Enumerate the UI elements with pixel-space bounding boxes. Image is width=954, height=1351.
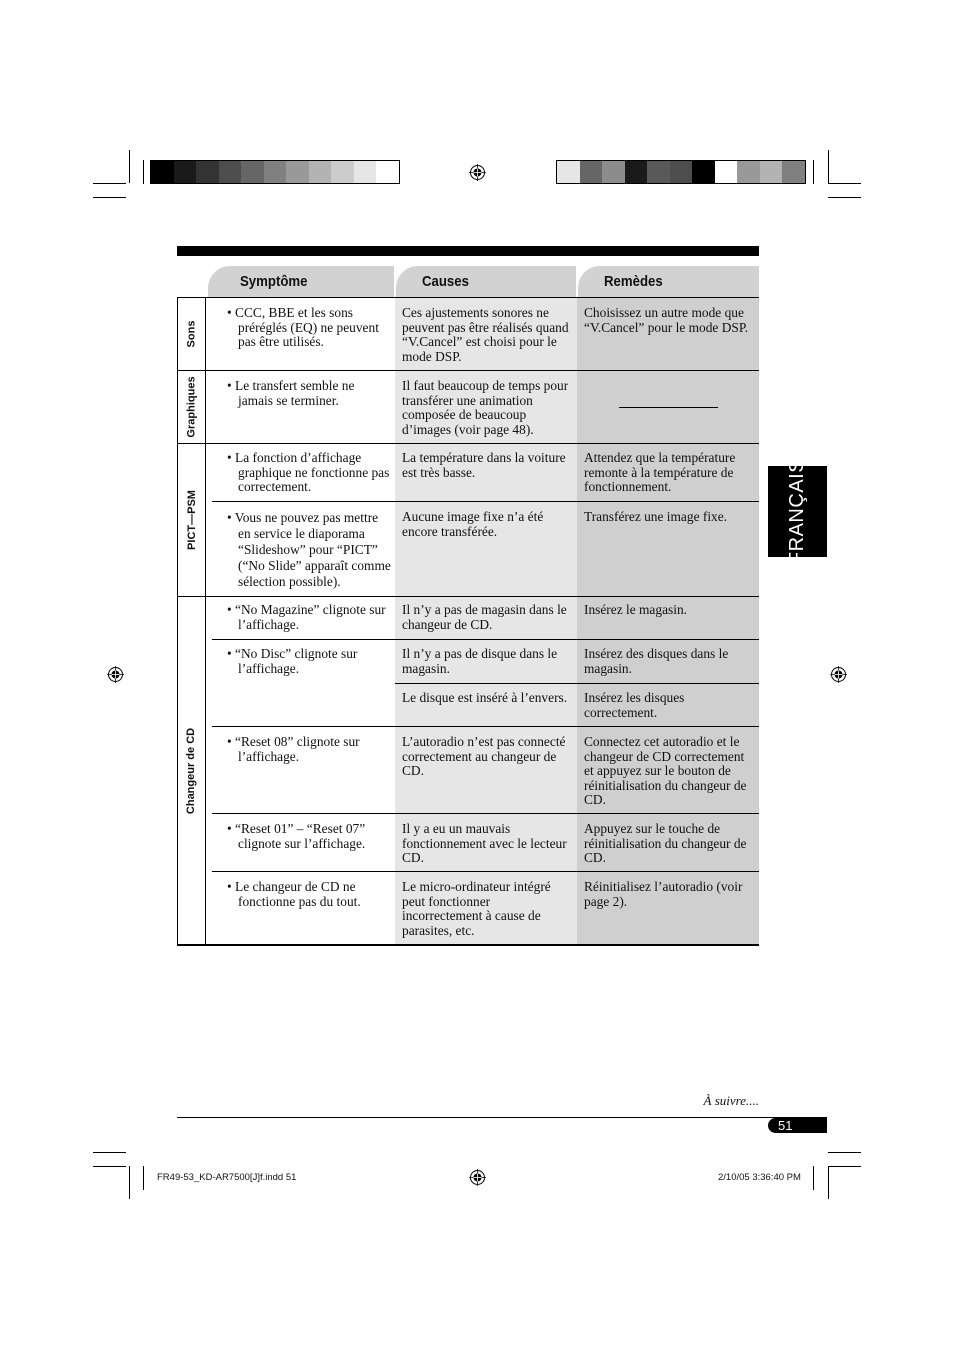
table-row-symptom: • Vous ne pouvez pas mettre en service le diaporama “Slideshow” pour “PICT” (“No Slide” apparaît comme sélection possible). — [220, 510, 392, 590]
header-causes: Causes — [396, 266, 576, 298]
table-row-symptom: • CCC, BBE et les sons préréglés (EQ) ne peuvent pas être utilisés. — [220, 306, 392, 350]
color-swatch — [354, 161, 377, 183]
table-row-remedy: Insérez les disques correctement. — [584, 690, 685, 720]
table-row-symptom: • “No Disc” clignote sur l’affichage. — [220, 647, 392, 676]
registration-mark-icon — [830, 666, 847, 683]
page-number-badge — [768, 1118, 827, 1133]
table-row-remedy: Attendez que la température remonte à la température de fonctionnement. — [584, 450, 736, 495]
color-swatch — [331, 161, 354, 183]
color-swatch — [219, 161, 242, 183]
top-rule — [177, 246, 759, 256]
table-row-symptom: • Le changeur de CD ne fonctionne pas du tout. — [220, 880, 392, 909]
table-row-cause: L’autoradio n’est pas connecté correctement au changeur de CD. — [402, 734, 566, 779]
table-row-remedy: Connectez cet autoradio et le changeur de CD correctement et appuyez sur le bouton de réinitialisation du changeur de CD. — [584, 734, 747, 808]
category-sons: Sons — [185, 320, 198, 348]
registration-mark-icon — [469, 164, 486, 181]
table-row-remedy: Réinitialisez l’autoradio (voir page 2). — [584, 879, 743, 909]
table-row-symptom: • “No Magazine” clignote sur l’affichage. — [220, 603, 392, 632]
table-row-cause: Aucune image fixe n’a été encore transférée. — [402, 509, 544, 539]
table-row-remedy: Transférez une image fixe. — [584, 509, 728, 524]
header-symptom: Symptôme — [208, 266, 394, 298]
table-row-cause: Il faut beaucoup de temps pour transférer une animation composée de beaucoup d’images (voir page 48). — [402, 378, 569, 437]
no-remedy-dash — [619, 407, 718, 408]
page-number: 51 — [778, 1118, 793, 1133]
color-swatch — [760, 161, 783, 183]
footer-date: 2/10/05 3:36:40 PM — [718, 1172, 801, 1183]
color-swatch — [670, 161, 693, 183]
color-swatch — [196, 161, 219, 183]
table-row-cause: Ces ajustements sonores ne peuvent pas être réalisés quand “V.Cancel” est choisi pour le mode DSP. — [402, 305, 569, 364]
color-swatch — [286, 161, 309, 183]
color-swatch — [376, 161, 399, 183]
registration-mark-icon — [107, 666, 124, 683]
table-row-symptom: • “Reset 08” clignote sur l’affichage. — [220, 735, 392, 764]
color-bar-left — [150, 160, 400, 184]
color-swatch — [241, 161, 264, 183]
table-row-cause: Il n’y a pas de disque dans le magasin. — [402, 646, 558, 676]
table-row-cause: La température dans la voiture est très basse. — [402, 450, 566, 480]
color-swatch — [625, 161, 648, 183]
color-swatch — [174, 161, 197, 183]
category-graphiques: Graphiques — [185, 376, 198, 438]
table-row-symptom: • Le transfert semble ne jamais se terminer. — [220, 379, 392, 408]
table-row-remedy: Appuyez sur le touche de réinitialisation du changeur de CD. — [584, 821, 747, 866]
color-swatch — [557, 161, 580, 183]
color-swatch — [647, 161, 670, 183]
category-changeur-cd: Changeur de CD — [185, 727, 198, 814]
registration-mark-icon — [469, 1169, 486, 1186]
header-remedies: Remèdes — [578, 266, 759, 298]
continued-note: À suivre.... — [703, 1093, 759, 1108]
table-row-remedy: Insérez des disques dans le magasin. — [584, 646, 729, 676]
color-swatch — [309, 161, 332, 183]
color-swatch — [715, 161, 738, 183]
language-tab: FRANÇAIS — [768, 466, 827, 557]
footer-file: FR49-53_KD-AR7500[J]f.indd 51 — [157, 1172, 297, 1183]
color-swatch — [580, 161, 603, 183]
table-row-cause: Le micro-ordinateur intégré peut fonctionner incorrectement à cause de parasites, etc. — [402, 879, 551, 938]
table-row-cause: Il n’y a pas de magasin dans le changeur de CD. — [402, 602, 567, 632]
color-swatch — [264, 161, 287, 183]
table-row-symptom: • La fonction d’affichage graphique ne fonctionne pas correctement. — [220, 451, 392, 495]
table-row-remedy: Insérez le magasin. — [584, 602, 687, 617]
table-row-symptom: • “Reset 01” – “Reset 07” clignote sur l’affichage. — [220, 822, 392, 851]
color-swatch — [737, 161, 760, 183]
color-bar-right — [556, 160, 806, 184]
category-pict-psm: PICT—PSM — [185, 490, 198, 550]
bottom-rule — [177, 1117, 827, 1118]
color-swatch — [602, 161, 625, 183]
color-swatch — [692, 161, 715, 183]
color-swatch — [151, 161, 174, 183]
table-row-cause: Il y a eu un mauvais fonctionnement avec le lecteur CD. — [402, 821, 567, 866]
table-row-remedy: Choisissez un autre mode que “V.Cancel” pour le mode DSP. — [584, 305, 749, 335]
table-row-cause: Le disque est inséré à l’envers. — [402, 690, 568, 705]
color-swatch — [782, 161, 805, 183]
